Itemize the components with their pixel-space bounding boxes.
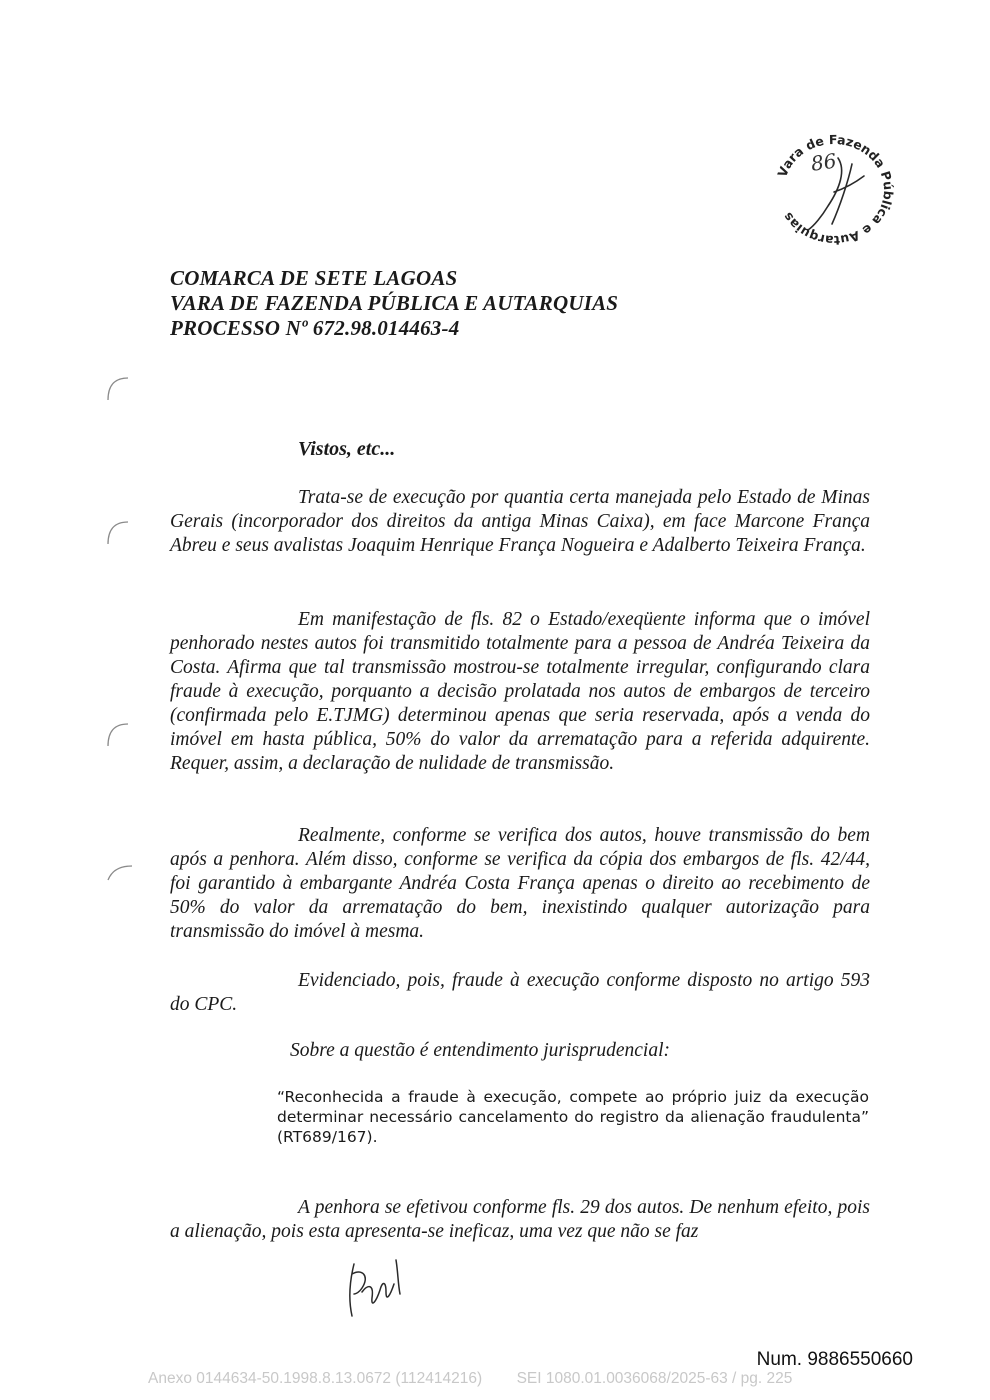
annex-reference: Anexo 0144634-50.1998.8.13.0672 (112414216) SEI 1080.01.0036068/2025-63 / pg. 225 bbox=[148, 1370, 793, 1387]
document-header bbox=[170, 266, 770, 341]
process-number: PROCESSO Nº 672.98.014463-4 bbox=[170, 316, 460, 340]
margin-mark bbox=[104, 372, 140, 402]
margin-mark bbox=[104, 860, 140, 890]
paragraph-1: Trata-se de execução por quantia certa manejada pelo Estado de Minas Gerais (incorporador dos direitos da antiga Minas Caixa), em face Marcone França Abreu e seus avalistas Joaquim Henrique França Nogueira e Adalberto Teixeira França. bbox=[170, 487, 870, 556]
paragraph-4: Evidenciado, pois, fraude à execução conforme disposto no artigo 593 do CPC. bbox=[170, 970, 870, 1015]
seal-ring-text: Vara de Fazenda Pública e Autarquias bbox=[774, 131, 897, 249]
jurisprudence-lead-in: Sobre a questão é entendimento jurisprudencial: bbox=[290, 1040, 671, 1061]
seal-page-number: 86 bbox=[809, 148, 838, 176]
court-division: VARA DE FAZENDA PÚBLICA E AUTARQUIAS bbox=[170, 291, 619, 315]
handwritten-signature bbox=[340, 1254, 410, 1324]
margin-mark bbox=[104, 516, 140, 546]
jurisprudence-quote: “Reconhecida a fraude à execução, compete ao próprio juiz da execução determinar necessário cancelamento do registro da alienação fraudulenta” (RT689/167). bbox=[277, 1088, 869, 1146]
closing-paragraph: A penhora se efetivou conforme fls. 29 dos autos. De nenhum efeito, pois a alienação, pois esta apresenta-se ineficaz, uma vez que não se faz bbox=[170, 1197, 870, 1242]
margin-mark bbox=[104, 718, 140, 748]
court-seal-stamp bbox=[768, 130, 900, 250]
paragraph-3: Realmente, conforme se verifica dos autos, houve transmissão do bem após a penhora. Além disso, conforme se verifica da cópia dos embargos de fls. 42/44, foi garantido à embargante Andréa Costa França apenas o direito ao recebimento de 50% do valor da arrematação do bem, inexistindo qualquer autorização para transmissão do imóvel à mesma. bbox=[170, 825, 870, 942]
document-number: Num. 9886550660 bbox=[756, 1349, 913, 1370]
svg-text:Vara de Fazenda Pública e Auta bbox=[774, 132, 896, 248]
court-district: COMARCA DE SETE LAGOAS bbox=[170, 266, 458, 290]
greeting: Vistos, etc... bbox=[298, 438, 396, 460]
paragraph-2: Em manifestação de fls. 82 o Estado/exeqüente informa que o imóvel penhorado nestes autos foi transmitido totalmente para a pessoa de Andréa Teixeira da Costa. Afirma que tal transmissão mostrou-se totalmente irregular, configurando clara fraude à execução, porquanto a decisão prolatada nos autos de embargos de terceiro (confirmada pelo E.TJMG) determinou apenas que seria reservada, após a venda do imóvel em hasta pública, 50% do valor da arrematação para a referida adquirente. Requer, assim, a declaração de nulidade de transmissão. bbox=[170, 609, 870, 774]
